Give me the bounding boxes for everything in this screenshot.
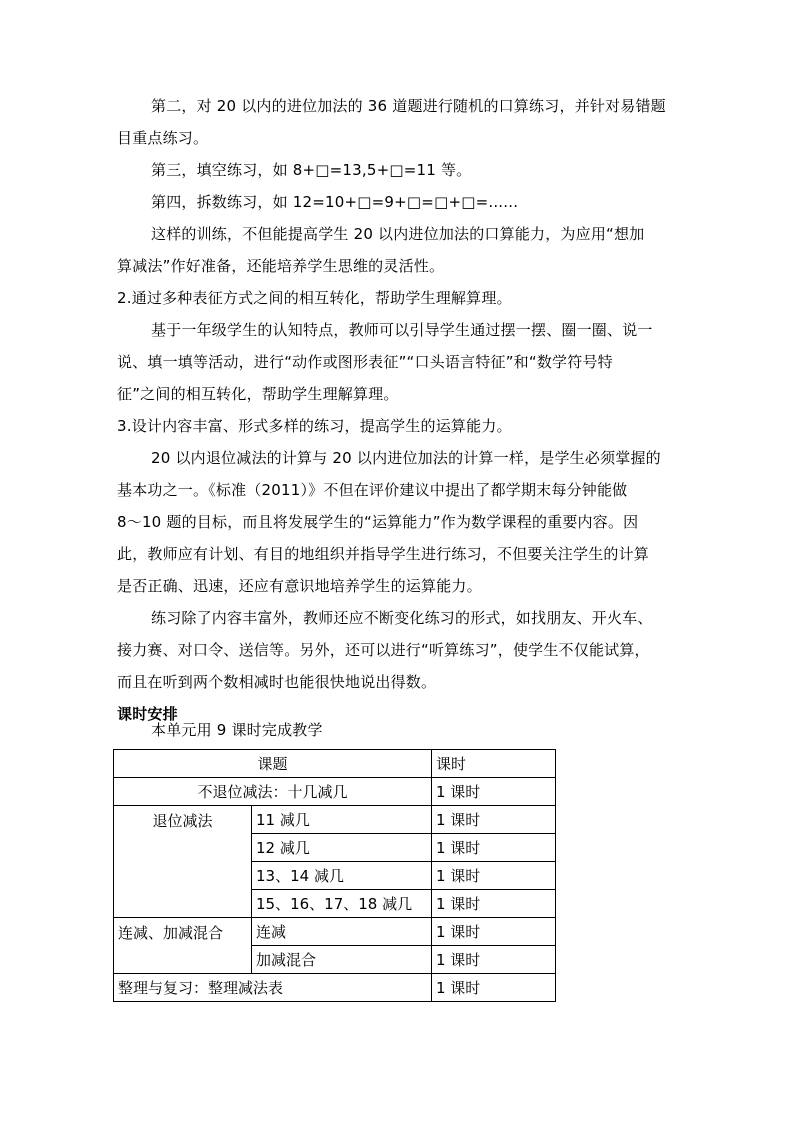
schedule-heading: 课时安排 [117, 705, 178, 723]
subtopic-cell: 连减 [252, 918, 432, 946]
paragraph-line: 20 以内退位减法的计算与 20 以内进位加法的计算一样，是学生必须掌握的 [151, 449, 661, 467]
paragraph-line: 而且在听到两个数相减时也能很快地说出得数。 [117, 673, 437, 691]
paragraph-line: 基本功之一。《标准（2011）》不但在评价建议中提出了都学期末每分钟能做 [117, 481, 628, 499]
subtopic-cell: 12 减几 [252, 834, 432, 862]
paragraph-line: 基于一年级学生的认知特点，教师可以引导学生通过摆一摆、圈一圈、说一 [151, 321, 653, 339]
paragraph-line: 此，教师应有计划、有目的地组织并指导学生进行练习，不但要关注学生的计算 [117, 545, 650, 563]
table-row [114, 778, 556, 806]
hours-cell: 1 课时 [432, 862, 556, 890]
hours-cell: 1 课时 [432, 974, 556, 1002]
schedule-table [113, 749, 556, 1002]
table-header-row [114, 750, 556, 778]
subtopic-cell: 11 减几 [252, 806, 432, 834]
paragraph-line: 这样的训练，不但能提高学生 20 以内进位加法的口算能力，为应用“想加 [151, 225, 645, 243]
table-row [114, 918, 556, 946]
section-heading: 3.设计内容丰富、形式多样的练习，提高学生的运算能力。 [117, 417, 512, 435]
paragraph-line: 说、填一填等活动，进行“动作或图形表征”“口头语言特征”和“数学符号特 [117, 353, 613, 371]
subtopic-cell: 加减混合 [252, 946, 432, 974]
paragraph-line: 第三，填空练习，如 8+□=13,5+□=11 等。 [151, 161, 472, 179]
paragraph-line: 第四，拆数练习，如 12=10+□=9+□=□+□=...... [151, 193, 519, 211]
paragraph-line: 目重点练习。 [117, 129, 209, 147]
group-label: 退位减法 [114, 806, 252, 918]
subtopic-cell: 13、14 减几 [252, 862, 432, 890]
section-heading: 2.通过多种表征方式之间的相互转化，帮助学生理解算理。 [117, 289, 512, 307]
header-topic: 课题 [114, 750, 432, 778]
hours-cell: 1 课时 [432, 918, 556, 946]
paragraph-line: 练习除了内容丰富外，教师还应不断变化练习的形式，如找朋友、开火车、 [151, 609, 653, 627]
schedule-intro: 本单元用 9 课时完成教学 [151, 721, 323, 739]
subtopic-cell: 15、16、17、18 减几 [252, 890, 432, 918]
hours-cell: 1 课时 [432, 834, 556, 862]
header-hours: 课时 [432, 750, 556, 778]
topic-cell: 不退位减法：十几减几 [114, 778, 432, 806]
paragraph-line: 接力赛、对口令、送信等。另外，还可以进行“听算练习”，使学生不仅能试算， [117, 641, 650, 659]
group-label: 连减、加减混合 [114, 918, 252, 974]
hours-cell: 1 课时 [432, 806, 556, 834]
table-row [114, 806, 556, 834]
table-row [114, 974, 556, 1002]
paragraph-line: 征”之间的相互转化，帮助学生理解算理。 [117, 385, 399, 403]
hours-cell: 1 课时 [432, 890, 556, 918]
paragraph-line: 算减法”作好准备，还能培养学生思维的灵活性。 [117, 257, 445, 275]
paragraph-line: 是否正确、迅速，还应有意识地培养学生的运算能力。 [117, 577, 482, 595]
hours-cell: 1 课时 [432, 778, 556, 806]
hours-cell: 1 课时 [432, 946, 556, 974]
paragraph-line: 8～10 题的目标，而且将发展学生的“运算能力”作为数学课程的重要内容。因 [117, 513, 639, 531]
topic-cell: 整理与复习：整理减法表 [114, 974, 432, 1002]
paragraph-line: 第二，对 20 以内的进位加法的 36 道题进行随机的口算练习，并针对易错题 [151, 97, 666, 115]
